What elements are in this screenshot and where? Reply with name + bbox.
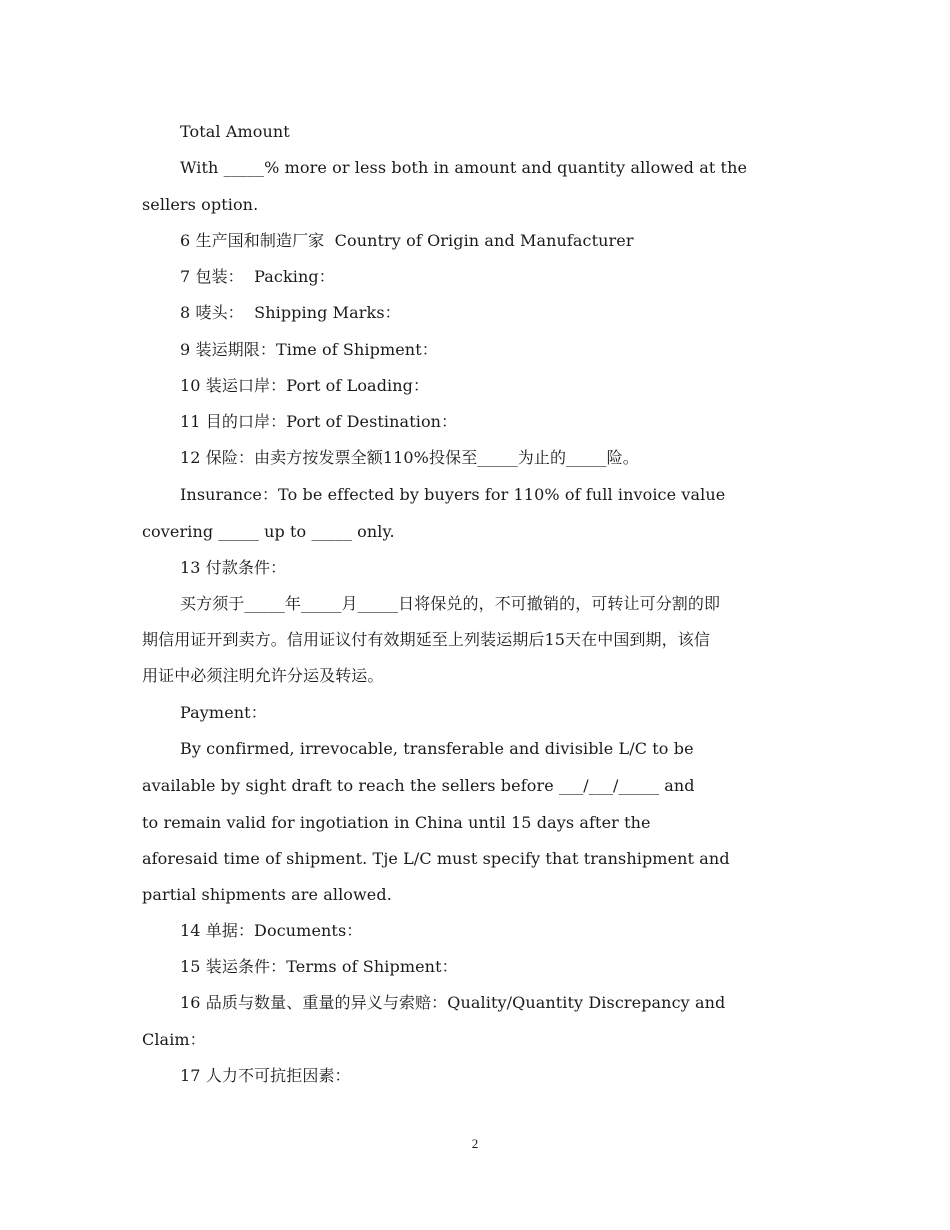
text-line-clause-10: 10 装运口岸：Port of Loading： (180, 376, 430, 395)
text-line-payment-en-5: partial shipments are allowed. (142, 885, 392, 904)
text-line-clause-7: 7 包装： Packing： (180, 267, 335, 286)
text-line-payment-cn-2: 期信用证开到卖方。信用证议付有效期延至上列装运期后15天在中国到期，该信 (142, 630, 710, 649)
text-line-clause-9: 9 装运期限：Time of Shipment： (180, 340, 438, 359)
text-line-payment-en-2: available by sight draft to reach the sellers before ___/___/_____ and (142, 776, 695, 795)
text-line-tolerance: With _____% more or less both in amount and quantity allowed at the (180, 158, 748, 177)
text-line-payment-cn-3: 用证中必须注明允许分运及转运。 (142, 666, 384, 685)
text-line-clause-15: 15 装运条件：Terms of Shipment： (180, 957, 458, 976)
text-line-insurance-cont: covering _____ up to _____ only. (142, 522, 395, 541)
text-line-clause-14: 14 单据：Documents： (180, 921, 363, 940)
text-line-clause-12: 12 保险：由卖方按发票全额110%投保至_____为止的_____险。 (180, 448, 639, 467)
text-line-total-amount: Total Amount (180, 122, 290, 141)
text-line-sellers-option: sellers option. (142, 195, 259, 214)
page-number: 2 (471, 1136, 479, 1151)
text-line-payment-en-3: to remain valid for ingotiation in China until 15 days after the (142, 813, 651, 832)
text-line-payment-cn-1: 买方须于_____年_____月_____日将保兑的，不可撤销的，可转让可分割的即 (180, 594, 721, 613)
text-line-payment-en-4: aforesaid time of shipment. Tje L/C must specify that transhipment and (142, 849, 730, 868)
text-line-payment-en-1: By confirmed, irrevocable, transferable and divisible L/C to be (180, 739, 694, 758)
text-line-clause-16: 16 品质与数量、重量的异义与索赔：Quality/Quantity Discrepancy and (180, 993, 726, 1012)
text-line-clause-13: 13 付款条件： (180, 558, 287, 577)
text-line-claim: Claim： (142, 1030, 206, 1049)
text-line-payment-heading: Payment： (180, 703, 267, 722)
text-line-clause-11: 11 目的口岸：Port of Destination： (180, 412, 458, 431)
text-line-clause-17: 17 人力不可抗拒因素： (180, 1066, 351, 1085)
text-line-clause-6: 6 生产国和制造厂家 Country of Origin and Manufacturer (180, 231, 634, 250)
text-line-clause-8: 8 唛头： Shipping Marks： (180, 303, 401, 322)
text-line-insurance: Insurance：To be effected by buyers for 110% of full invoice value (180, 485, 726, 504)
